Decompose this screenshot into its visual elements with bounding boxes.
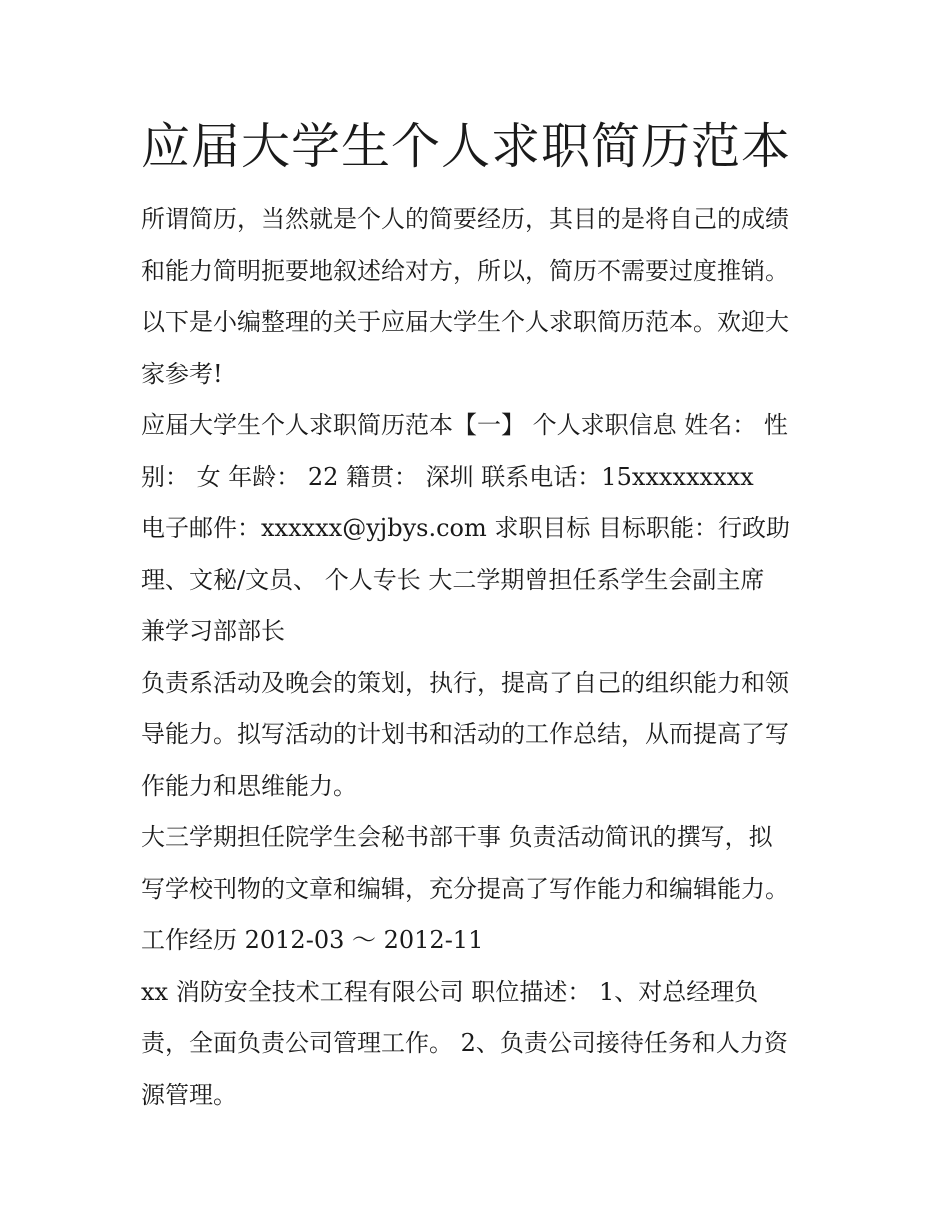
work-history-heading — [141, 915, 813, 967]
personal-info-paragraph — [141, 400, 813, 503]
student-union-paragraph — [141, 812, 813, 915]
text-line: 导能力。拟写活动的计划书和活动的工作总结，从而提高了写 — [141, 720, 789, 748]
intro-paragraph — [141, 194, 813, 400]
text-line: 别： 女 年龄： 22 籍贯： 深圳 联系电话：15xxxxxxxxx — [141, 462, 754, 491]
text-line: 作能力和思维能力。 — [141, 771, 357, 800]
text-line: 工作经历 2012-03 ～ 2012-11 — [141, 926, 484, 954]
job-description-paragraph — [141, 967, 813, 1122]
contact-objective-paragraph — [141, 503, 813, 658]
text-line: 以下是小编整理的关于应届大学生个人求职简历范本。欢迎大 — [141, 308, 789, 336]
text-line: 责，全面负责公司管理工作。 2、负责公司接待任务和人力资 — [141, 1029, 788, 1057]
responsibilities-paragraph — [141, 658, 813, 813]
text-line: 和能力简明扼要地叙述给对方，所以，简历不需要过度推销。 — [141, 256, 789, 285]
text-line: xx 消防安全技术工程有限公司 职位描述： 1、对总经理负 — [141, 977, 759, 1006]
document-title: 应届大学生个人求职简历范本 — [141, 118, 792, 175]
text-line: 电子邮件：xxxxxx@yjbys.com 求职目标 目标职能：行政助 — [141, 514, 790, 542]
text-line: 家参考! — [141, 359, 223, 388]
text-line: 大三学期担任院学生会秘书部干事 负责活动简讯的撰写，拟 — [141, 823, 773, 851]
text-line: 写学校刊物的文章和编辑，充分提高了写作能力和编辑能力。 — [141, 874, 789, 903]
text-line: 应届大学生个人求职简历范本【一】 个人求职信息 姓名： 性 — [141, 411, 788, 439]
text-line: 理、文秘/文员、 个人专长 大二学期曾担任系学生会副主席 — [141, 565, 765, 594]
text-line: 所谓简历，当然就是个人的简要经历，其目的是将自己的成绩 — [141, 205, 789, 233]
document-page — [141, 112, 813, 1121]
text-line: 负责系活动及晚会的策划，执行，提高了自己的组织能力和领 — [141, 668, 789, 697]
text-line: 兼学习部部长 — [141, 617, 285, 645]
text-line: 源管理。 — [141, 1080, 237, 1109]
